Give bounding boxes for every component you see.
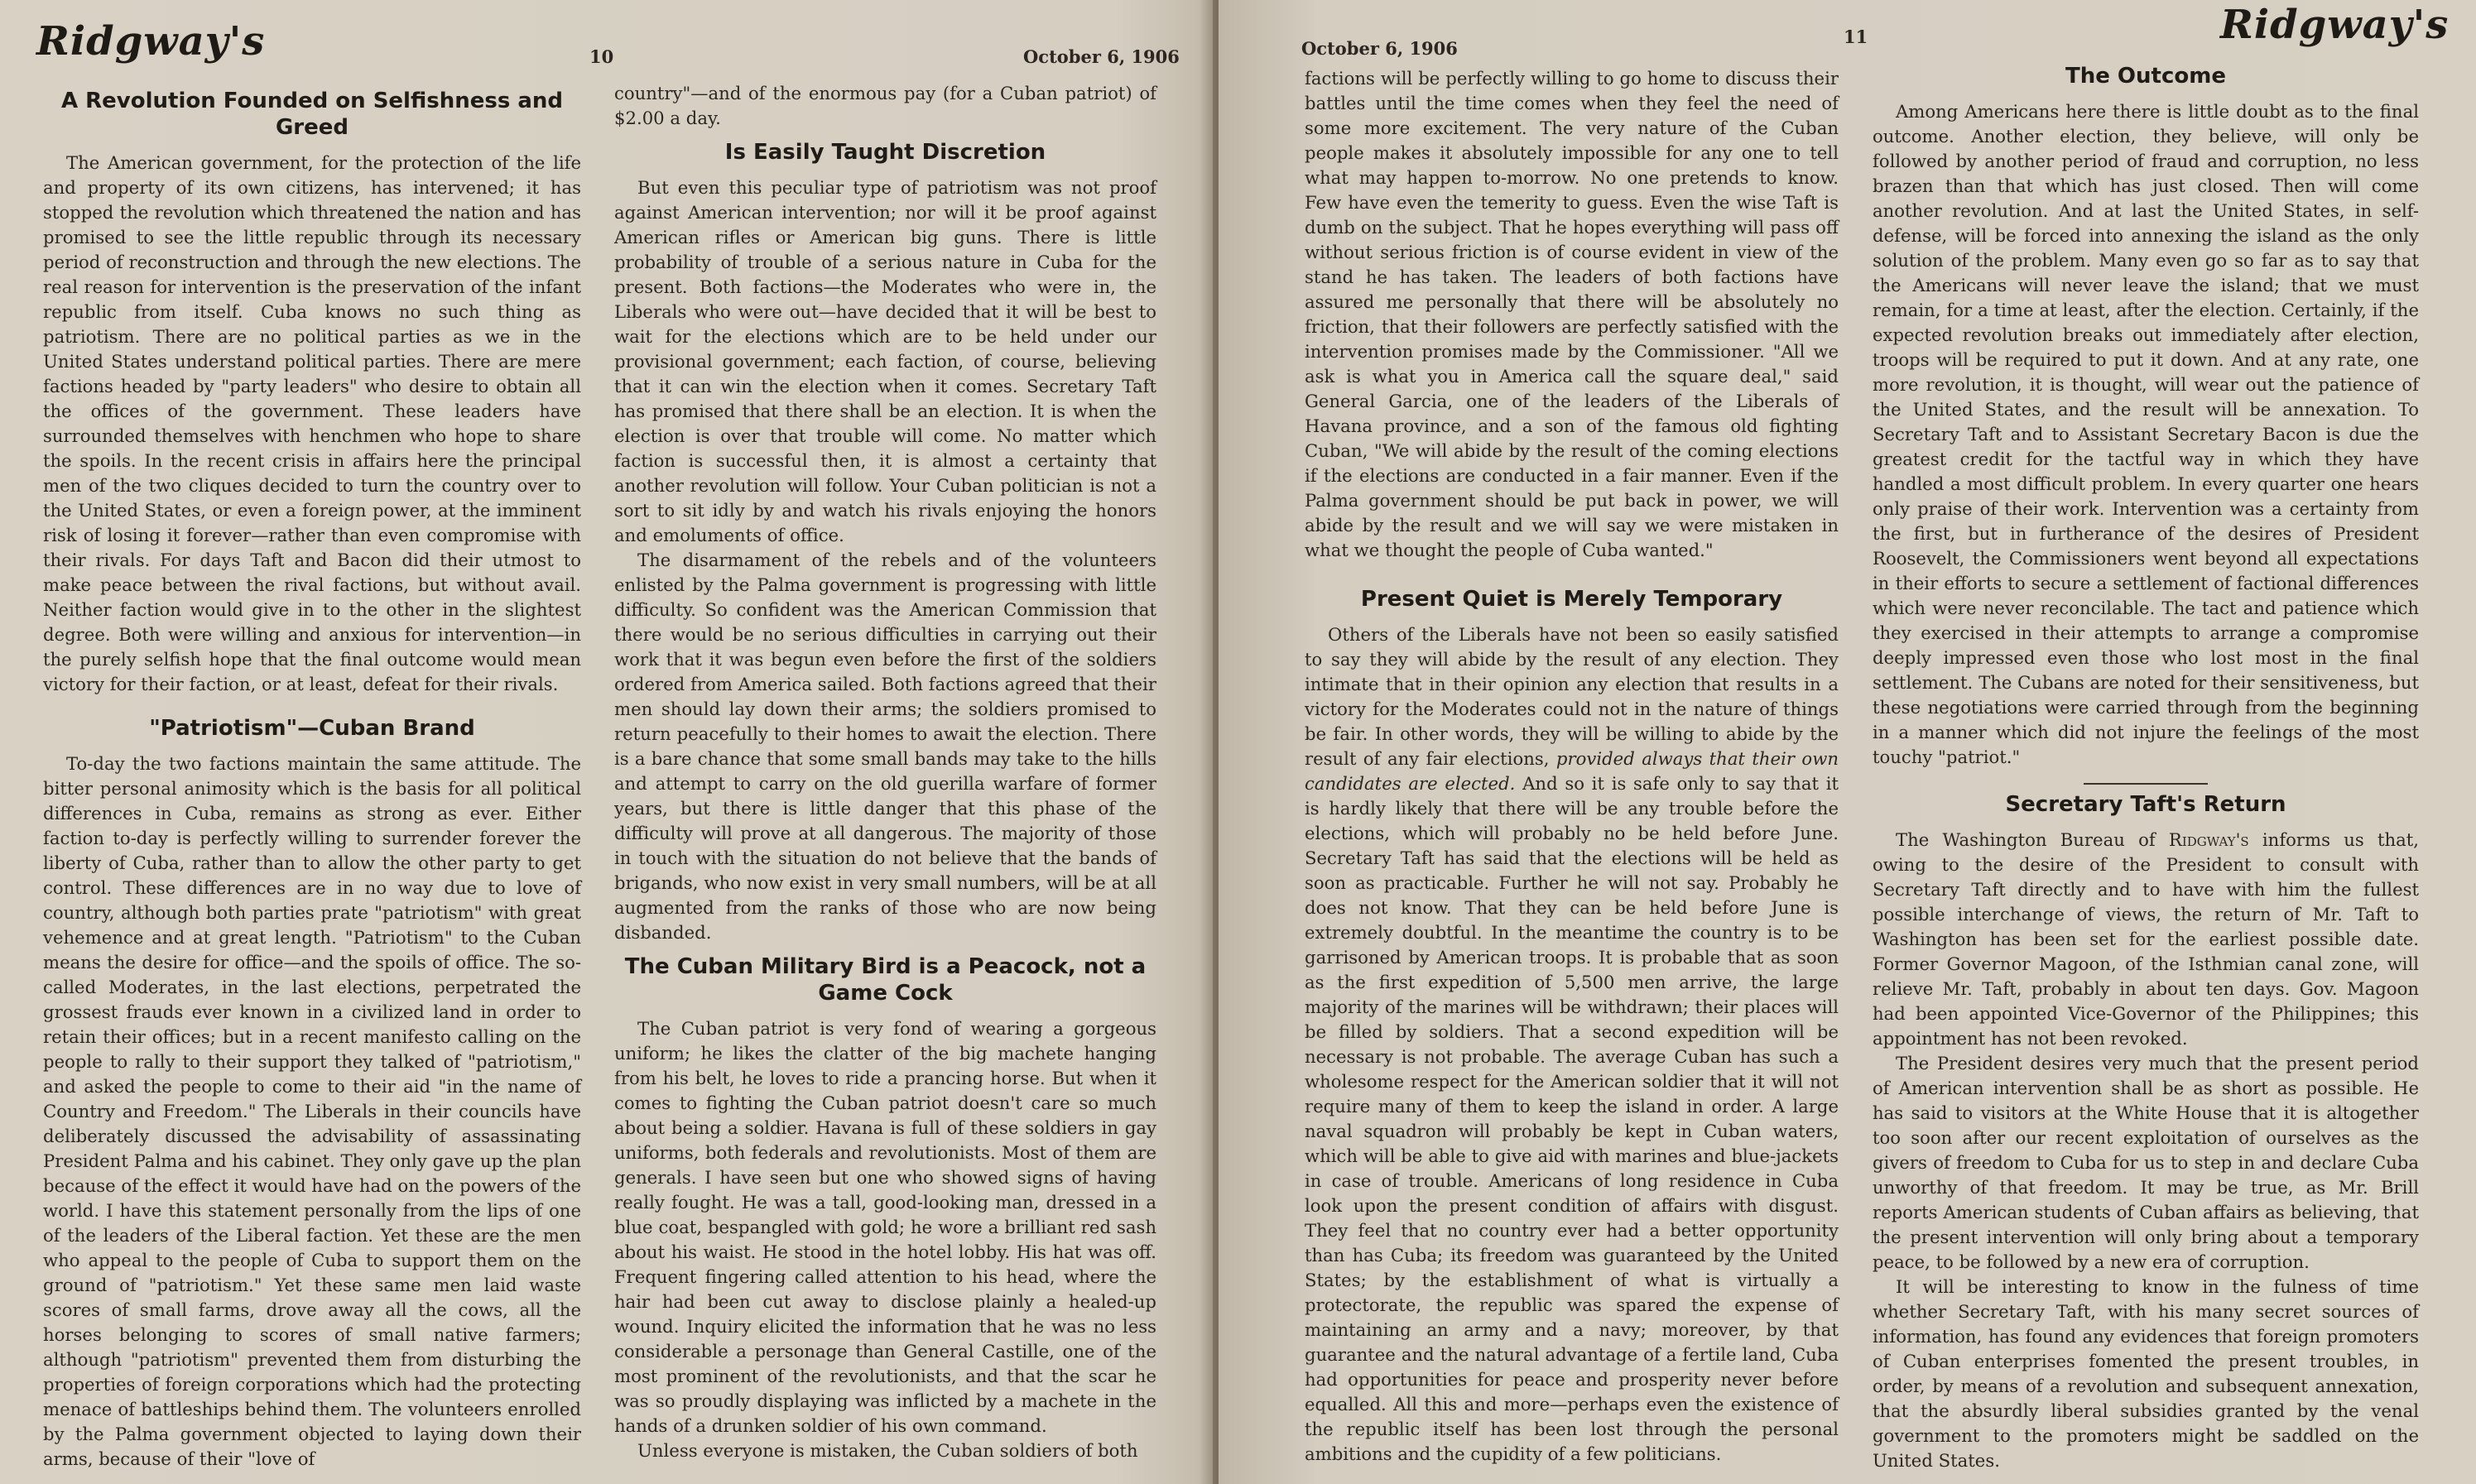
paragraph: The disarmament of the rebels and of the volunteers enlisted by the Palma government is progressing with little difficulty. So confident was the American Commission that there would be no serious difficulties in carrying out their work that it was begun even before the first of the soldiers ordered from America sailed. Both factions agreed that their men should lay down their arms; the soldiers promised to return peacefully to their homes to await the election. There is a bare chance that some small bands may take to the hills and attempt to carry on the old guerilla warfare of former years, but there is little danger that this phase of the difficulty will prove at all dangerous. The majority of those in touch with the situation do not believe that the bands of brigands, who now exist in very small numbers, will be at all augmented from the ranks of those who are now being disbanded.	[614, 550, 1156, 943]
paragraph: factions will be perfectly willing to go home to discuss their battles until the time comes when they feel the need of some more excitement. The very nature of the Cuban people makes it absolutely impossible for any one to tell what may happen to-morrow. No one pretends to know. Few have even the temerity to guess. Even the wise Taft is dumb on the subject. That he hopes everything will pass off without serious friction is of course evident in view of the stand he has taken. The leaders of both factions have assured me personally that there will be absolutely no friction, that their followers are perfectly satisfied with the intervention promises made by the Commissioner. "All we ask is what you in America call the square deal," said General Garcia, one of the leaders of the Liberals of Havana province, and a son of the famous old fighting Cuban, "We will abide by the result of the coming elections if the elections are conducted in a fair manner. Even if the Palma government should be put back in power, we will abide by the result and we will say we were mistaken in what we thought the people of Cuba wanted."	[1305, 68, 1839, 560]
paragraph-text: Others of the Liberals have not been so easily satisfied to say they will abide by the result of any election. They intimate that in their opinion any election that results in a victory for the Moderates could not in the nature of things be fair. In other words, they will be willing to abide by the result of any fair elections,	[1305, 624, 1839, 769]
right-column-2	[1873, 55, 2419, 1471]
running-date: October 6, 1906	[1301, 38, 1458, 59]
section-heading: Is Easily Taught Discretion	[724, 140, 1046, 165]
right-column-1	[1305, 66, 1839, 1464]
emphasis-text: provided always that their own candidates are elected.	[1305, 748, 1839, 794]
paragraph: country"—and of the enormous pay (for a Cuban patriot) of $2.00 a day.	[614, 83, 1156, 128]
paragraph: To-day the two factions maintain the same attitude. The bitter personal animosity which is the basis for all political differences in Cuba, remains as strong as ever. Either faction to-day is perfectly willing to surrender forever the liberty of Cuba, rather than to allow the other party to get control. These differences are in no way due to love of country, although both parties prate "patriotism" with great vehemence and at great length. "Patriotism" to the Cuban means the desire for office—and the spoils of office. The so-called Moderates, in the last elections, perpetrated the grossest frauds ever known in a civilized land in order to retain their offices; but in a recent manifesto calling on the people to rally to their support they talked of "patriotism," and asked the people to come to their aid "in the name of Country and Freedom." The Liberals in their councils have deliberately discussed the advisability of assassinating President Palma and his cabinet. They only gave up the plan because of the effect it would have had on the powers of the world. I have this statement personally from the lips of one of the leaders of the Liberal faction. Yet these are the men who appeal to the people of Cuba to support them on the ground of "patriotism." Yet these same men laid waste scores of small farms, drove away all the cows, all the horses belonging to scores of small native farmers; although "patriotism" prevented them from disturbing the properties of foreign corporations which had the protecting menace of battleships behind them. The volunteers enrolled by the Palma government objected to laying down their arms, because of their "love of	[43, 753, 581, 1469]
page-number: 11	[1844, 26, 1868, 47]
paragraph-text: The Washington Bureau of	[1896, 829, 2156, 850]
running-date: October 6, 1906	[1023, 46, 1180, 67]
paragraph: The President desires very much that the present period of American intervention shall be as short as possible. He has said to visitors at the White House that it is altogether too soon after our recent exploitation of ourselves as the givers of freedom to Cuba for us to step in and declare Cuba unworthy of that freedom. It may be true, as Mr. Brill reports American students of Cuban affairs as believing, that the present intervention will only bring about a temporary peace, to be followed by a new era of corruption.	[1873, 1053, 2419, 1272]
left-column-2	[614, 81, 1156, 1461]
section-heading: "Patriotism"—Cuban Brand	[149, 716, 475, 741]
right-page	[1219, 0, 2476, 1484]
paragraph: Unless everyone is mistaken, the Cuban soldiers of both	[637, 1440, 1138, 1461]
left-column-1	[43, 79, 581, 1469]
paragraph-text: informs us that, owing to the desire of the President to consult with Secretary Taft directly and to have with him the fullest possible interchange of views, the return of Mr. Taft to Washington has been set for the earliest possible date. Former Governor Magoon, of the Isthmian canal zone, will relieve Mr. Taft, probably in about ten days. Gov. Magoon had been appointed Vice-Governor of the Philippines; this appointment has not been revoked.	[1873, 829, 2419, 1049]
masthead-logo: Ridgway's	[2220, 2, 2450, 48]
section-heading: The Outcome	[2065, 64, 2226, 89]
paragraph	[1873, 828, 2419, 1051]
paragraph: Among Americans here there is little doubt as to the final outcome. Another election, they believe, will only be followed by another period of fraud and corruption, no less brazen than that which has just closed. Then will come another revolution. And at last the United States, in self-defense, will be forced into annexing the island as the only solution of the problem. Many even go so far as to say that the Americans will never leave the island; that we must remain, for a time at least, after the election. Certainly, if the expected revolution breaks out immediately after election, troops will be required to put it down. And at any rate, one more revolution, it is thought, will wear out the patience of the United States, and the result will be annexation. To Secretary Taft and to Assistant Secretary Bacon is due the greatest credit for the tactful way in which they have handled a most difficult problem. In every quarter one hears only praise of their work. Intervention was a certainty from the first, but in furtherance of the desires of President Roosevelt, the Commissioners went beyond all expectations in their efforts to secure a settlement of factional differences which were never reconcilable. The tact and patience which they exercised in their attempts to arrange a compromise deeply impressed even those who lost most in the final settlement. The Cubans are noted for their sensitiveness, but these negotiations were carried through from the beginning in a manner which did not injure the feelings of the most touchy "patriot."	[1873, 101, 2419, 767]
section-divider	[2084, 783, 2208, 785]
paragraph: But even this peculiar type of patriotism was not proof against American intervention; nor will it be proof against American rifles or American big guns. There is little probability of trouble of a serious nature in Cuba for the present. Both factions—the Moderates who were in, the Liberals who were out—have decided that it will be best to wait for the elections which are to be held under our provisional government; each faction, of course, believing that it can win the election when it comes. Secretary Taft has promised that there shall be an election. It is when the election is over that trouble will come. No matter which faction is successful then, it is almost a certainty that another revolution will follow. Your Cuban politician is not a sort to sit idly by and watch his rivals enjoying the honors and emoluments of office.	[614, 177, 1156, 545]
paragraph: It will be interesting to know in the fulness of time whether Secretary Taft, with his many secret sources of information, has found any evidences that foreign promoters of Cuban enterprises fomented the present troubles, in order, by means of a revolution and subsequent annexation, that the absurdly liberal subsidies granted by the venal government to the promoters might be saddled on the United States.	[1873, 1276, 2419, 1471]
article-heading: A Revolution Founded on Selfishness and Greed	[60, 89, 564, 140]
section-heading: The Cuban Military Bird is a Peacock, not a Game Cock	[624, 954, 1147, 1006]
section-heading: Present Quiet is Merely Temporary	[1360, 587, 1783, 612]
masthead-logo: Ridgway's	[36, 18, 266, 65]
paragraph: The Cuban patriot is very fond of wearing a gorgeous uniform; he likes the clatter of the big machete hanging from his belt, he loves to ride a prancing horse. But when it comes to fighting the Cuban patriot doesn't care so much about being a soldier. Havana is full of these soldiers in gay uniforms, both federals and revolutionists. Most of them are generals. I have seen but one who showed signs of having really fought. He was a tall, good-looking man, dressed in a blue coat, bespangled with gold; he wore a brilliant red sash about his waist. He stood in the hotel lobby. His hat was off. Frequent fingering called attention to his head, where the hair had been cut away to disclose plainly a healed-up wound. Inquiry elicited the information that he was no less considerable a personage than General Castille, one of the most prominent of the revolutionists, and that the scar he was so proudly displaying was inflicted by a machete in the hands of a drunken soldier of his own command.	[614, 1018, 1156, 1436]
section-heading: Secretary Taft's Return	[2005, 792, 2286, 817]
paragraph-text: And so it is safe only to say that it is hardly likely that there will be any trouble before the elections, which will probably no be held before June. Secretary Taft has said that the elections will be held as soon as practicable. Further he will not say. Probably he does not know. That they can be held before June is extremely doubtful. In the meantime the country is to be garrisoned by American troops. It is probable that as soon as the first expedition of 5,500 men arrive, the large majority of the marines will be withdrawn; their places will be filled by soldiers. That a second expedition will be necessary is not probable. The average Cuban has such a wholesome respect for the American soldier that it will not require many of them to keep the island in order. A large naval squadron will probably be kept in Cuban waters, which will be able to give aid with marines and blue-jackets in case of trouble. Americans of long residence in Cuba look upon the present condition of affairs with disgust. They feel that no country ever had a better opportunity than has Cuba; its freedom was guaranteed by the United States; by the establishment of what is virtually a protectorate, the republic was spared the expense of maintaining an army and a navy; moreover, by that guarantee and the natural advantage of a fertile land, Cuba had opportunities for peace and prosperity never before equalled. All this and more—perhaps even the existence of the republic itself has been lost through the personal ambitions and the cupidity of a few politicians.	[1305, 773, 1839, 1464]
paragraph	[1305, 622, 1839, 1467]
page-number: 10	[589, 46, 614, 67]
paragraph: The American government, for the protection of the life and property of its own citizens, has intervened; it has stopped the revolution which threatened the nation and has promised to see the little republic through its necessary period of reconstruction and through the new elections. The real reason for intervention is the preservation of the infant republic from itself. Cuba knows no such thing as patriotism. There are no political parties as we in the United States understand political parties. There are mere factions headed by "party leaders" who desire to obtain all the offices of the government. These leaders have surrounded themselves with henchmen who hope to share the spoils. In the recent crisis in affairs here the principal men of the two cliques decided to turn the country over to the United States, or even a foreign power, at the imminent risk of losing it forever—rather than even compromise with their rivals. For days Taft and Bacon did their utmost to make peace between the rival factions, but without avail. Neither faction would give in to the other in the slightest degree. Both were willing and anxious for intervention—in the purely selfish hope that the final outcome would mean victory for their faction, or at least, defeat for their rivals.	[43, 152, 581, 694]
publication-name: Ridgway's	[2168, 829, 2249, 850]
left-page	[0, 0, 1213, 1484]
